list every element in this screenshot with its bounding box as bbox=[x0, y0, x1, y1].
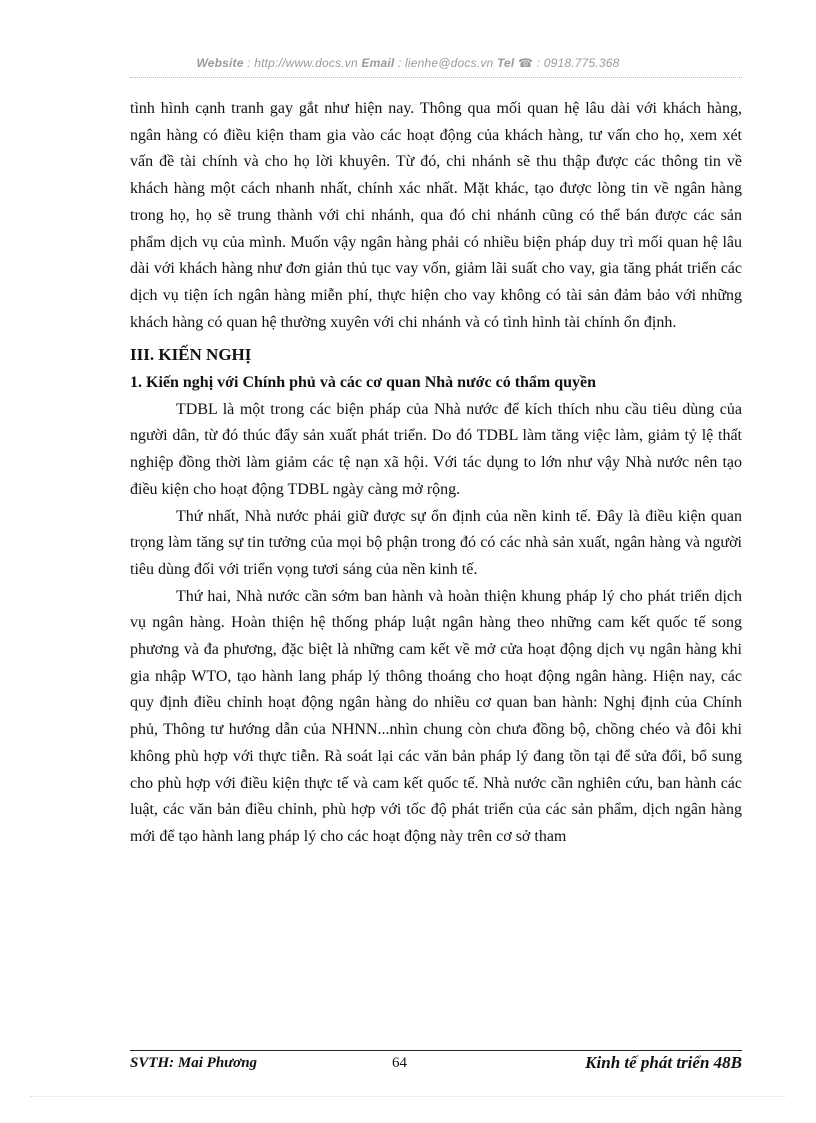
website-value: : http://www.docs.vn bbox=[243, 56, 362, 70]
body-paragraph: Thứ hai, Nhà nước cần sớm ban hành và hoàn thiện khung pháp lý cho phát triển dịch vụ ngân hàng. Hoàn thiện hệ thống pháp luật ngân hàng theo những cam kết quốc tế song phương và đa phương, đặc biệt là những cam kết về mở cửa hoạt động dịch vụ ngân hàng khi gia nhập WTO, tạo hành lang pháp lý thông thoáng cho hoạt động ngân hàng. Hiện nay, các quy định điều chỉnh hoạt động ngân hàng do nhiều cơ quan ban hành: Nghị định của Chính phủ, Thông tư hướng dẫn của NHNN...nhìn chung còn chưa đồng bộ, chồng chéo và đôi khi không phù hợp với thực tiễn. Rà soát lại các văn bản pháp lý đang tồn tại để sửa đổi, bổ sung cho phù hợp với điều kiện thực tế và cam kết quốc tế. Nhà nước cần nghiên cứu, ban hành các luật, các văn bản điều chỉnh, phù hợp với tốc độ phát triển của các sản phẩm, dịch ngân hàng mới để tạo hành lang pháp lý cho các hoạt động này trên cơ sở tham bbox=[130, 587, 742, 845]
footer-author: SVTH: Mai Phương bbox=[130, 1055, 258, 1071]
sub-heading: 1. Kiến nghị với Chính phủ và các cơ quan Nhà nước có thẩm quyền bbox=[130, 374, 597, 392]
section-heading: III. KIẾN NGHỊ bbox=[130, 345, 252, 365]
body-paragraph: TDBL là một trong các biện pháp của Nhà nước để kích thích nhu cầu tiêu dùng của người dân, từ đó thúc đẩy sản xuất phát triển. Do đó TDBL làm tăng việc làm, giảm tỷ lệ thất nghiệp đồng thời làm giảm các tệ nạn xã hội. Với tác dụng to lớn như vậy Nhà nước nên tạo điều kiện cho hoạt động TDBL ngày càng mở rộng. bbox=[130, 400, 742, 498]
document-body bbox=[130, 96, 742, 851]
email-value: : lienhe@docs.vn bbox=[394, 56, 497, 70]
body-paragraph-continued: tình hình cạnh tranh gay gắt như hiện nay. Thông qua mối quan hệ lâu dài với khách hàng, ngân hàng có điều kiện tham gia vào các hoạt động của khách hàng, tư vấn cho họ, xem xét vấn đề tài chính và cho họ lời khuyên. Từ đó, chi nhánh sẽ thu thập được các thông tin về khách hàng một cách nhanh nhất, chính xác nhất. Mặt khác, tạo được lòng tin về ngân hàng trong họ, họ sẽ trung thành với chi nhánh, qua đó chi nhánh cũng có thể bán được các sản phẩm dịch vụ của mình. Muốn vậy ngân hàng phải có nhiều biện pháp duy trì mối quan hệ lâu dài với khách hàng như đơn giản thủ tục vay vốn, giảm lãi suất cho vay, gia tăng phát triển các dịch vụ tiện ích ngân hàng miễn phí, thực hiện cho vay không có tài sản đảm bảo với những khách hàng có quan hệ thường xuyên với chi nhánh và có tình hình tài chính ổn định. bbox=[130, 100, 742, 331]
bottom-divider bbox=[30, 1096, 786, 1097]
header-divider bbox=[130, 77, 742, 78]
page-header bbox=[0, 56, 816, 70]
footer-divider bbox=[130, 1050, 742, 1051]
page-footer bbox=[130, 1055, 742, 1077]
footer-page-number: 64 bbox=[392, 1055, 407, 1071]
tel-label: Tel bbox=[496, 56, 515, 70]
email-label: Email bbox=[361, 56, 395, 70]
tel-value: ☎ : 0918.775.368 bbox=[514, 56, 620, 70]
website-label: Website bbox=[196, 56, 244, 70]
body-paragraph: Thứ nhất, Nhà nước phải giữ được sự ổn định của nền kinh tế. Đây là điều kiện quan trọng làm tăng sự tin tưởng của mọi bộ phận trong đó có các nhà sản xuất, ngân hàng và người tiêu dùng đối với triển vọng tươi sáng của nền kinh tế. bbox=[130, 507, 742, 578]
footer-class-name: Kinh tế phát triển 48B bbox=[585, 1053, 742, 1072]
